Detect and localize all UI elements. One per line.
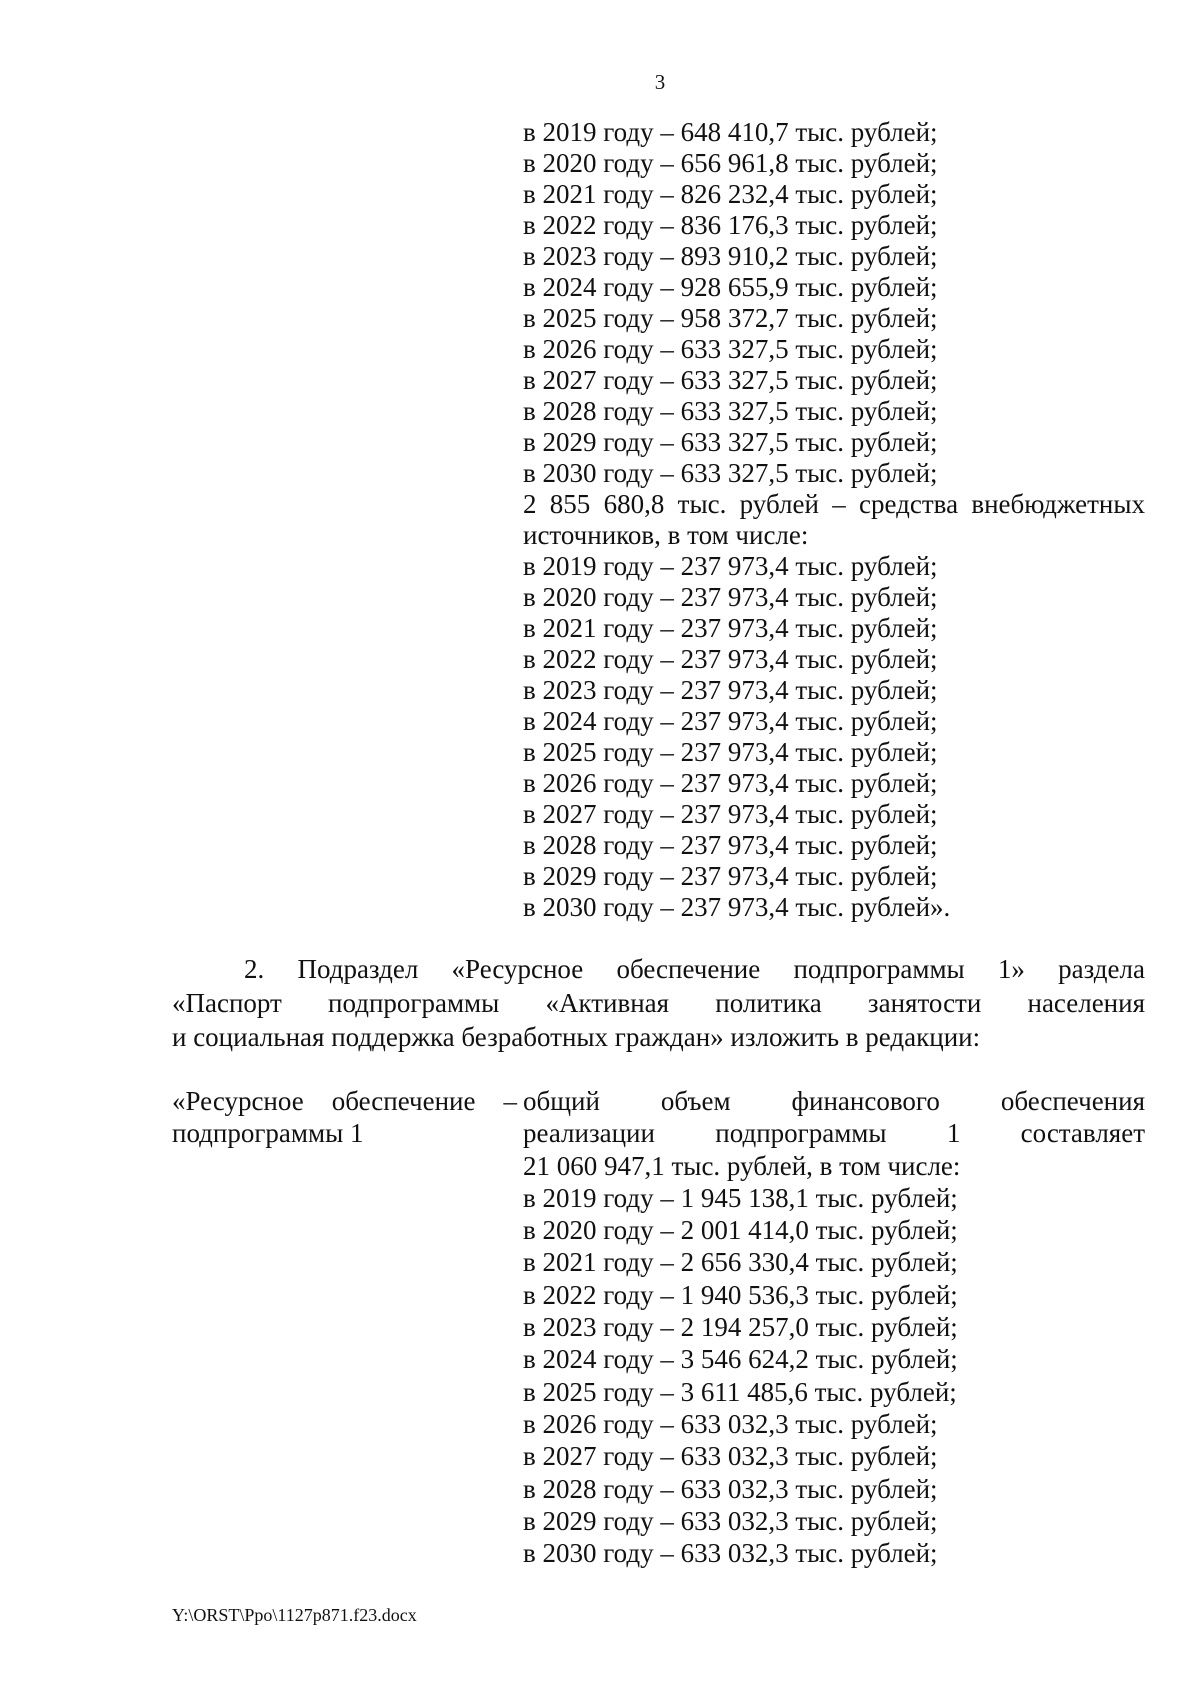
extrabudget-total: 2 855 680,8 тыс. рублей – средства внебюджетных — [523, 489, 1145, 519]
paragraph-line: «Паспорт подпрограммы «Активная политика занятости населения — [172, 988, 1145, 1018]
list-item: в 2030 году – 237 973,4 тыс. рублей». — [523, 892, 951, 922]
list-item: в 2028 году – 633 327,5 тыс. рублей; — [523, 396, 938, 426]
funding-by-year-top — [523, 117, 1145, 923]
list-item: в 2023 году – 237 973,4 тыс. рублей; — [523, 675, 938, 705]
list-item: в 2021 году – 826 232,4 тыс. рублей; — [523, 179, 938, 209]
list-item: в 2027 году – 633 327,5 тыс. рублей; — [523, 365, 938, 395]
list-item: в 2019 году – 648 410,7 тыс. рублей; — [523, 117, 938, 147]
list-item: в 2024 году – 928 655,9 тыс. рублей; — [523, 272, 938, 302]
list-item: в 2022 году – 237 973,4 тыс. рублей; — [523, 644, 938, 674]
list-item: в 2025 году – 3 611 485,6 тыс. рублей; — [523, 1376, 957, 1407]
list-item: в 2027 году – 237 973,4 тыс. рублей; — [523, 799, 938, 829]
list-item: в 2026 году – 633 032,3 тыс. рублей; — [523, 1408, 938, 1439]
resource-provision-label — [172, 1085, 517, 1149]
list-item: в 2028 году – 633 032,3 тыс. рублей; — [523, 1473, 938, 1504]
footer-file-path: Y:\ORST\Ppo\1127p871.f23.docx — [172, 1605, 417, 1625]
extrabudget-list — [523, 551, 1145, 923]
subprogram-funding-list — [523, 1182, 1145, 1570]
list-item: в 2030 году – 633 327,5 тыс. рублей; — [523, 458, 938, 488]
list-item: в 2020 году – 2 001 414,0 тыс. рублей; — [523, 1215, 958, 1246]
paragraph-2 — [172, 952, 1145, 1054]
total-funding-amount: 21 060 947,1 тыс. рублей, в том числе: — [523, 1150, 961, 1181]
list-item: в 2029 году – 237 973,4 тыс. рублей; — [523, 861, 938, 891]
total-funding-line: реализации подпрограммы 1 составляет — [523, 1118, 1145, 1149]
extrabudget-total-continued: источников, в том числе: — [523, 520, 809, 550]
list-item: в 2020 году – 237 973,4 тыс. рублей; — [523, 582, 938, 612]
list-item: в 2021 году – 2 656 330,4 тыс. рублей; — [523, 1247, 958, 1278]
list-item: в 2028 году – 237 973,4 тыс. рублей; — [523, 830, 938, 860]
list-item: в 2020 году – 656 961,8 тыс. рублей; — [523, 148, 938, 178]
list-item: в 2022 году – 1 940 536,3 тыс. рублей; — [523, 1279, 958, 1310]
list-item: в 2029 году – 633 327,5 тыс. рублей; — [523, 427, 938, 457]
total-funding-line: общий объем финансового обеспечения — [523, 1086, 1145, 1116]
label-line: «Ресурсное обеспечение – — [172, 1086, 517, 1116]
list-item: в 2026 году – 237 973,4 тыс. рублей; — [523, 768, 938, 798]
label-line: подпрограммы 1 — [172, 1118, 364, 1148]
list-item: в 2024 году – 3 546 624,2 тыс. рублей; — [523, 1344, 958, 1375]
list-item: в 2019 году – 237 973,4 тыс. рублей; — [523, 551, 938, 581]
funding-by-year-bottom — [523, 1085, 1145, 1569]
list-item: в 2025 году – 958 372,7 тыс. рублей; — [523, 303, 938, 333]
list-item: в 2026 году – 633 327,5 тыс. рублей; — [523, 334, 938, 364]
list-item: в 2023 году – 893 910,2 тыс. рублей; — [523, 241, 938, 271]
page-number: 3 — [654, 70, 666, 94]
list-item: в 2021 году – 237 973,4 тыс. рублей; — [523, 613, 938, 643]
regional-budget-list — [523, 117, 1145, 489]
list-item: в 2027 году – 633 032,3 тыс. рублей; — [523, 1441, 938, 1472]
list-item: в 2025 году – 237 973,4 тыс. рублей; — [523, 737, 938, 767]
list-item: в 2030 году – 633 032,3 тыс. рублей; — [523, 1538, 938, 1569]
list-item: в 2024 году – 237 973,4 тыс. рублей; — [523, 706, 938, 736]
list-item: в 2023 году – 2 194 257,0 тыс. рублей; — [523, 1312, 958, 1343]
list-item: в 2029 году – 633 032,3 тыс. рублей; — [523, 1505, 938, 1536]
paragraph-line: 2. Подраздел «Ресурсное обеспечение подпрограммы 1» раздела — [244, 954, 1145, 984]
list-item: в 2019 году – 1 945 138,1 тыс. рублей; — [523, 1182, 958, 1213]
paragraph-line: и социальная поддержка безработных граждан» изложить в редакции: — [172, 1022, 981, 1052]
list-item: в 2022 году – 836 176,3 тыс. рублей; — [523, 210, 938, 240]
